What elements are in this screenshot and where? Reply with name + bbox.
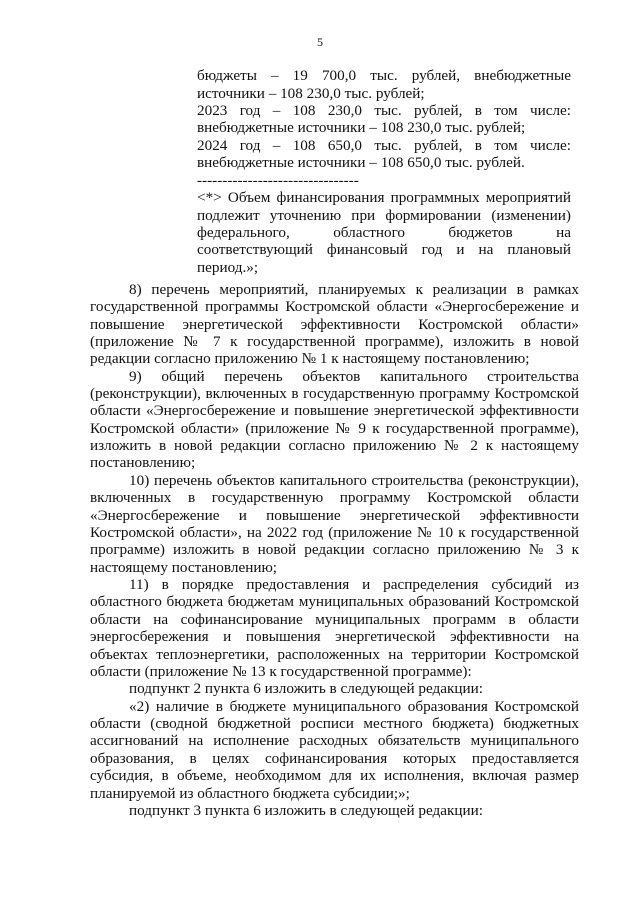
text-line: 2024 год – 108 650,0 тыс. рублей, в том числе: (197, 137, 571, 154)
paragraph-first-line: 11) в порядке предоставления и распределения субсидий из (129, 576, 579, 593)
text-line: бюджеты – 19 700,0 тыс. рублей, внебюджетные (197, 67, 571, 84)
text-line: области (сводной бюджетной росписи местного бюджета) бюджетных (90, 715, 579, 732)
text-line: источники – 108 230,0 тыс. рублей; (197, 85, 425, 102)
text-line: 2023 год – 108 230,0 тыс. рублей, в том числе: (197, 102, 571, 119)
text-line: объектах теплоэнергетики, расположенных на территории Костромской (90, 646, 579, 663)
page-number: 5 (317, 35, 323, 49)
text-line: постановлению; (90, 454, 196, 471)
paragraph-first-line: 9) общий перечень объектов капитального строительства (129, 368, 579, 385)
text-line: изложить в новой редакции согласно приложению № 2 к настоящему (90, 437, 579, 454)
footnote-line: федерального, областного бюджетов на (197, 224, 571, 241)
text-line: (реконструкции), включенных в государственную программу Костромской (90, 385, 579, 402)
text-line: программе) изложить в новой редакции согласно приложению № 3 к (90, 541, 579, 558)
text-line: Костромской области» (приложение № 9 к государственной программе), (90, 420, 579, 437)
text-line: настоящему постановлению; (90, 559, 278, 576)
footnote-line: подлежит уточнению при формировании (изменении) (197, 207, 571, 224)
text-line: области на софинансирование муниципальных программ в области (90, 611, 579, 628)
text-line: (приложение № 7 к государственной программе), изложить в новой (90, 333, 579, 350)
text-line: образования, в целях софинансирования которых предоставляется (90, 750, 579, 767)
text-line: государственной программы Костромской области «Энергосбережение и (90, 298, 579, 315)
text-line: планируемой из областного бюджета субсидии;»; (90, 785, 410, 802)
text-line: внебюджетные источники – 108 230,0 тыс. рублей; (197, 119, 526, 136)
separator-line: -------------------------------- (197, 172, 359, 189)
text-line: ассигнований на исполнение расходных обязательств муниципального (90, 732, 579, 749)
paragraph-first-line: «2) наличие в бюджете муниципального образования Костромской (129, 698, 579, 715)
footnote-line: соответствующий финансовый год и на плановый (197, 241, 571, 258)
footnote-line: <*> Объем финансирования программных мероприятий (197, 189, 571, 206)
text-line: субсидия, в объеме, необходимом для их исполнения, включая размер (90, 767, 579, 784)
text-line: Костромской области», на 2022 год (приложение № 10 к государственной (90, 524, 579, 541)
text-line: областного бюджета бюджетам муниципальных образований Костромской (90, 593, 579, 610)
text-line: области (приложение № 13 к государственной программе): (90, 663, 472, 680)
text-line: повышение энергетической эффективности Костромской области» (90, 316, 579, 333)
footnote-line: период.»; (197, 259, 259, 276)
text-line: внебюджетные источники – 108 650,0 тыс. рублей. (197, 154, 525, 171)
paragraph-first-line: подпункт 2 пункта 6 изложить в следующей редакции: (129, 680, 483, 697)
text-line: «Энергосбережение и повышение энергетической эффективности (90, 507, 579, 524)
paragraph-first-line: подпункт 3 пункта 6 изложить в следующей редакции: (129, 802, 483, 819)
paragraph-first-line: 10) перечень объектов капитального строительства (реконструкции), (129, 472, 579, 489)
text-line: включенных в государственную программу Костромской области (90, 489, 579, 506)
text-line: энергосбережения и повышения энергетической эффективности на (90, 628, 579, 645)
text-line: области «Энергосбережение и повышение энергетической эффективности (90, 402, 579, 419)
paragraph-first-line: 8) перечень мероприятий, планируемых к реализации в рамках (129, 281, 579, 298)
text-line: редакции согласно приложению № 1 к настоящему постановлению; (90, 350, 530, 367)
